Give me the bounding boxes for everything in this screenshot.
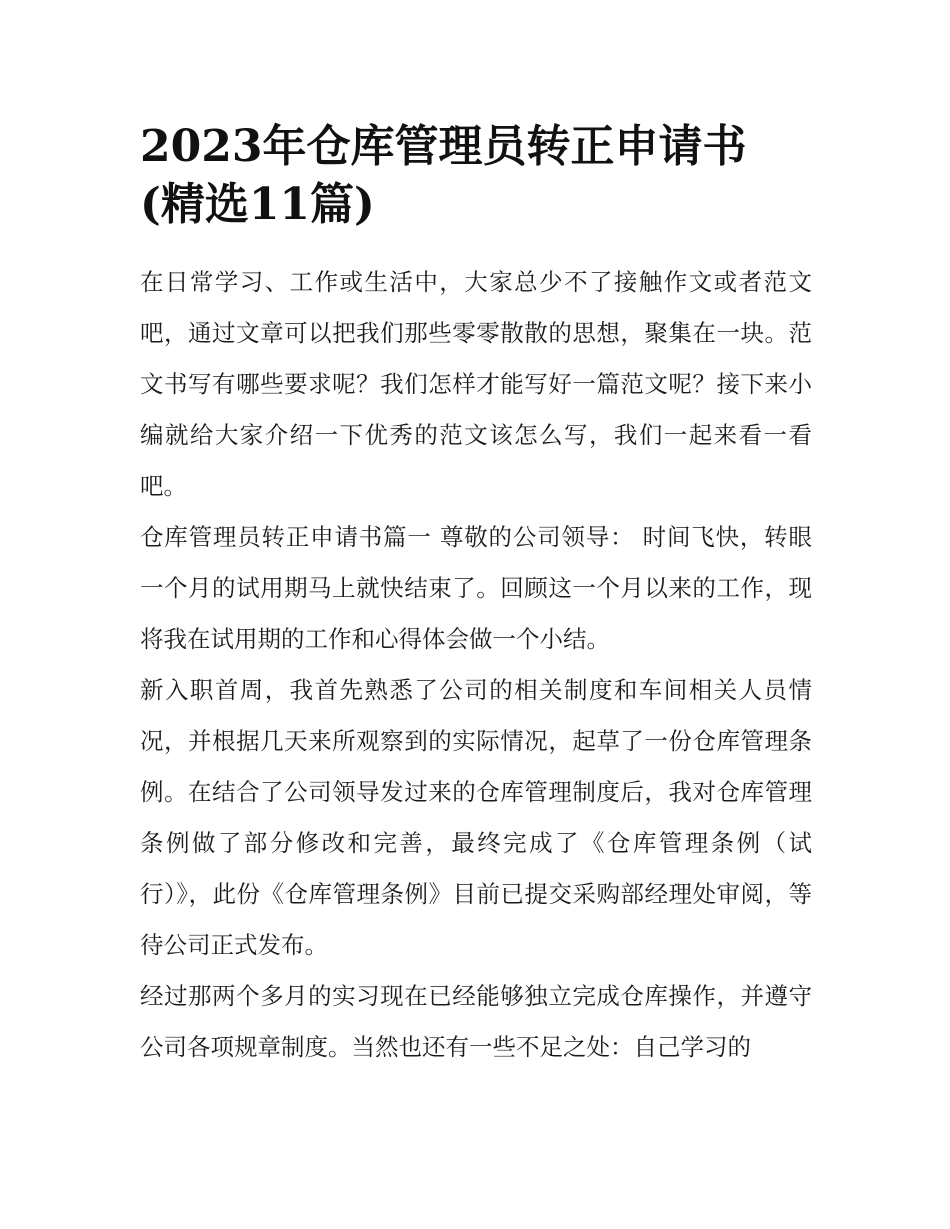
paragraph-internship: 经过那两个多月的实习现在已经能够独立完成仓库操作，并遵守公司各项规章制度。当然也还有一些不足之处：自己学习的 (140, 982, 812, 1061)
document-body (140, 257, 812, 1073)
paragraph-intro: 在日常学习、工作或生活中，大家总少不了接触作文或者范文吧，通过文章可以把我们那些零零散散的思想，聚集在一块。范文书写有哪些要求呢？我们怎样才能写好一篇范文呢？接下来小编就给大家介绍一下优秀的范文该怎么写，我们一起来看一看吧。 (140, 268, 812, 500)
document-content (140, 118, 812, 1073)
document-title (140, 118, 812, 234)
paragraph-salutation: 仓库管理员转正申请书篇一 尊敬的公司领导： 时间飞快，转眼一个月的试用期马上就快结束了。回顾这一个月以来的工作，现将我在试用期的工作和心得体会做一个小结。 (140, 523, 812, 653)
title-line-2: (精选11篇) (140, 179, 375, 230)
title-line-1: 2023年仓库管理员转正申请书 (140, 121, 747, 172)
paragraph-first-week: 新入职首周，我首先熟悉了公司的相关制度和车间相关人员情况，并根据几天来所观察到的实际情况，起草了一份仓库管理条例。在结合了公司领导发过来的仓库管理制度后，我对仓库管理条例做了部分修改和完善，最终完成了《仓库管理条例（试行）》，此份《仓库管理条例》目前已提交采购部经理处审阅，等待公司正式发布。 (140, 676, 812, 959)
